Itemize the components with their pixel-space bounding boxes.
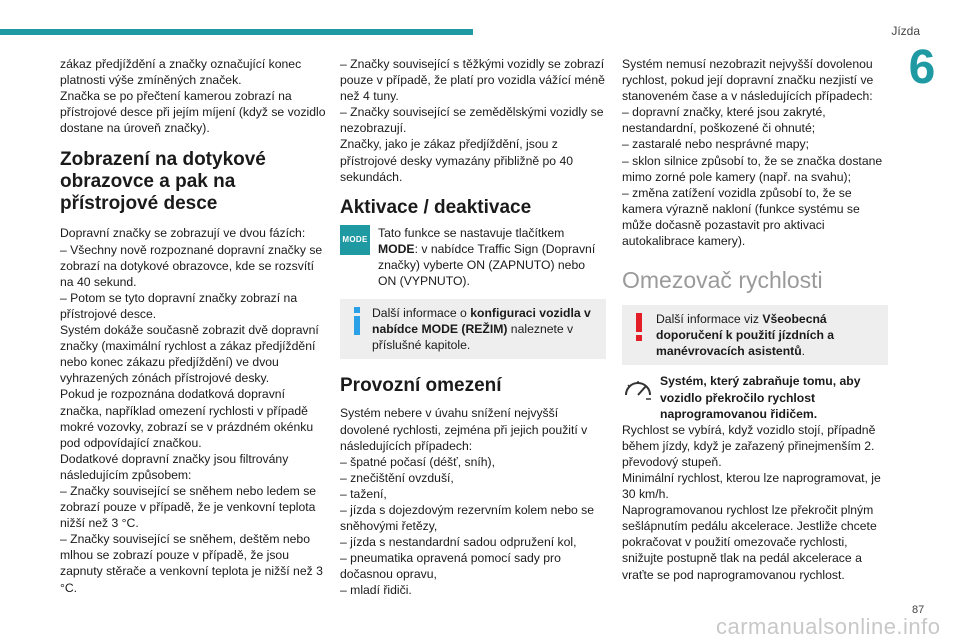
list-item: – pneumatika opravená pomocí sady pro dočasnou opravu,: [340, 551, 561, 582]
column-1: [60, 56, 328, 596]
list-item: – špatné počasí (déšť, sníh),: [340, 454, 495, 469]
speed-limiter-description: [622, 373, 888, 421]
info-box: [340, 299, 606, 359]
list-item: – Značky související se zemědělskými vozidly se nezobrazují.: [340, 105, 604, 136]
paragraph: Systém, který zabraňuje tomu, aby vozidlo překročilo rychlost naprogramovanou řidičem.: [660, 374, 861, 421]
list-item: – tažení,: [340, 486, 387, 501]
list-item: – Značky související s těžkými vozidly se zobrazí pouze v případě, že platí pro vozidla vážící méně než 4 tuny.: [340, 57, 605, 104]
mode-button-icon: MODE: [340, 225, 370, 255]
paragraph: Značky, jako je zákaz předjíždění, jsou z přístrojové desky vymazány přibližně po 40 sekundách.: [340, 137, 574, 184]
heading-activation: Aktivace / deaktivace: [340, 196, 532, 218]
list-item: – Značky související se sněhem nebo ledem se zobrazí pouze v případě, že je venkovní teplota nižší než 3 °C.: [60, 483, 317, 531]
warning-box: [622, 305, 888, 365]
warning-icon: [630, 311, 648, 341]
paragraph: Systém dokáže současně zobrazit dvě dopravní značky (maximální rychlost a zákaz předjíždění nebo konec zákazu předjíždění) ve dvou vyhrazených zónách přístrojové desky.: [60, 323, 319, 386]
paragraph: Systém nemusí nezobrazit nejvyšší dovolenou rychlost, pokud její dopravní značku nezjistí ve stanoveném čase a v následujících případech:: [622, 57, 874, 104]
paragraph: Naprogramovanou rychlost lze překročit plným sešlápnutím pedálu akcelerace. Jestliže chcete pokračovat v použití omezovače rychlosti, snižujte postupně tlak na pedál akcelerace a vraťte se pod naprogramovanou rychlost.: [622, 503, 877, 582]
list-item: – Značky související se sněhem, deštěm nebo mlhou se zobrazí pouze v případě, že jsou zapnuty stěrače a venkovní teplota je nižší než 3 °C.: [60, 532, 323, 595]
info-icon: [348, 305, 366, 335]
heading-operating-limits: Provozní omezení: [340, 375, 502, 397]
paragraph: Systém nebere v úvahu snížení nejvyšší dovolené rychlosti, zejména při jejich použití v následujících případech:: [340, 406, 588, 453]
chapter-number: 6: [908, 41, 936, 94]
speedometer-icon: [622, 373, 654, 405]
paragraph: Tato funkce se nastavuje tlačítkem MODE: v nabídce Traffic Sign (Dopravní značky) vyberte ON (ZAPNUTO) nebo ON (VYPNUTO).: [378, 225, 596, 289]
list-item: – mladí řidiči.: [340, 583, 412, 598]
list-item: – dopravní značky, které jsou zakryté, nestandardní, poškozené či ohnuté;: [622, 105, 826, 136]
list-item: – Potom se tyto dopravní značky zobrazí na přístrojové desce.: [60, 290, 298, 321]
paragraph: Rychlost se vybírá, když vozidlo stojí, případně během jízdy, když je zařazený přinejmenším 2. převodový stupeň.: [622, 422, 876, 469]
heading-touchscreen-display: Zobrazení na dotykové obrazovce a pak na přístrojové desce: [60, 149, 266, 215]
section-title: Jízda: [891, 24, 920, 38]
list-item: – změna zatížení vozidla způsobí to, že se kamera výrazně nakloní (funkce systému se může dočasně pozastavit pro aktivaci autokalibrace kamery).: [622, 185, 860, 249]
paragraph: Dodatkové dopravní značky jsou filtrovány následujícím způsobem:: [60, 451, 289, 482]
list-item: – jízda s nestandardní sadou odpružení kol,: [340, 535, 577, 550]
column-3: [622, 56, 888, 583]
list-item: – Všechny nově rozpoznané dopravní značky se zobrazí na dotykové obrazovce, kde se rozsvítí na 40 sekund.: [60, 242, 323, 289]
heading-speed-limiter: Omezovač rychlosti: [622, 267, 823, 294]
paragraph: Dopravní značky se zobrazují ve dvou fázích:: [60, 226, 306, 241]
paragraph: Značka se po přečtení kamerou zobrazí na přístrojové desce při jejím míjení (když se vozidlo dostane na úroveň značky).: [60, 89, 326, 136]
mode-instruction: [340, 225, 606, 289]
list-item: – znečištění ovzduší,: [340, 470, 454, 485]
info-text: Další informace o konfiguraci vozidla v nabídce MODE (REŽIM) naleznete v příslušné kapitole.: [372, 306, 591, 353]
column-2: [340, 56, 606, 599]
list-item: – jízda s dojezdovým rezervním kolem nebo se sněhovými řetězy,: [340, 502, 595, 534]
paragraph: Minimální rychlost, kterou lze naprogramovat, je 30 km/h.: [622, 470, 881, 502]
warning-text: Další informace viz Všeobecná doporučení k použití jízdních a manévrovacích asistentů.: [656, 312, 835, 359]
watermark: carmanualsonline.info: [716, 614, 941, 639]
header-accent-bar: [0, 29, 473, 35]
list-item: – zastaralé nebo nesprávné mapy;: [622, 137, 809, 152]
list-item: – sklon silnice způsobí to, že se značka dostane mimo zorné pole kamery (např. na svahu);: [622, 153, 883, 184]
paragraph: Pokud je rozpoznána dodatková dopravní značka, například omezení rychlosti v případě mokré vozovky, zobrazí se v prázdném okénku pod odpovídající značkou.: [60, 387, 314, 450]
page-number: 87: [912, 604, 925, 616]
paragraph: zákaz předjíždění a značky označující konec platnosti výše zmíněných značek.: [60, 57, 302, 88]
